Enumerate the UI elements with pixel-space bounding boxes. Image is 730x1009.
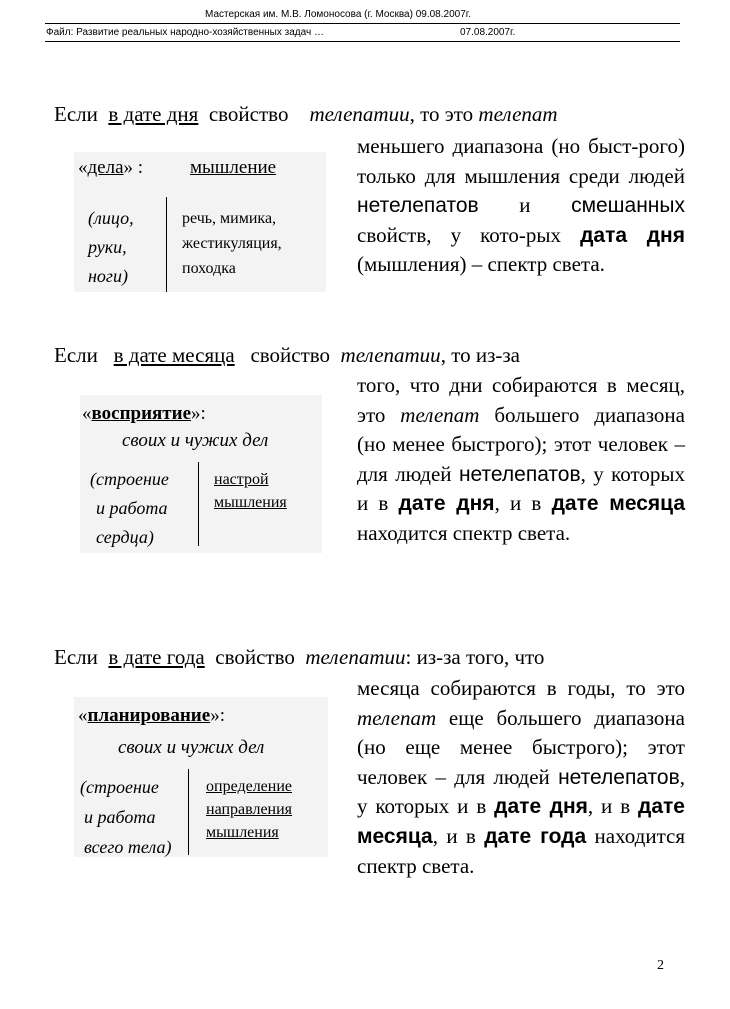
quote: »: — [210, 705, 225, 726]
diagram-right-list — [182, 206, 282, 281]
diagram-left-item: и работа — [96, 498, 168, 518]
diagram-left-item: руки, — [88, 237, 127, 257]
header-file-label: Файл: Развитие реальных народно-хозяйственных задач … — [46, 27, 324, 38]
diagram-right-item: настрой — [214, 471, 269, 488]
diagram-left-list — [88, 204, 134, 291]
body-keyword: нетелепатов — [357, 194, 479, 218]
diagram-right-item: мышления — [206, 824, 279, 841]
lead-word: свойство — [208, 102, 289, 126]
diagram-divider — [198, 462, 199, 546]
quote: « — [82, 403, 92, 424]
diagram-right-list — [206, 775, 292, 844]
colon: : — [133, 157, 144, 178]
diagram-title — [78, 157, 143, 179]
body-text: того, что дни собираются в месяц, это — [357, 373, 685, 427]
diagram-left-item: всего тела) — [84, 837, 172, 857]
page-number: 2 — [657, 958, 664, 973]
diagram-left-item: (строение — [80, 777, 159, 797]
body-keyword-bold: дате года — [484, 824, 587, 848]
diagram-title-word: дела — [87, 157, 124, 178]
section1-lead — [54, 102, 558, 127]
body-keyword: нетелепатов — [558, 765, 680, 789]
lead-word: свойство — [250, 343, 331, 367]
lead-date-term: в дате месяца — [113, 343, 235, 367]
body-text: месяца собираются в годы, то это — [357, 676, 685, 700]
section2-body — [357, 371, 685, 549]
lead-word: свойство — [215, 645, 295, 669]
body-text: , у которых и в — [357, 461, 686, 516]
body-text: (мышления) – спектр света. — [357, 252, 605, 277]
diagram-left-list — [90, 465, 169, 552]
diagram-left-item: сердца) — [96, 527, 154, 547]
diagram-left-item: и работа — [84, 807, 156, 827]
body-keyword-bold: дате дня — [398, 492, 495, 516]
diagram-title — [78, 705, 225, 727]
body-text: свойств, у кото-рых — [357, 222, 562, 247]
diagram-left-item: (лицо, — [88, 208, 134, 228]
diagram-subtitle: своих и чужих дел — [118, 737, 265, 758]
body-keyword: нетелепатов — [458, 462, 581, 486]
diagram-left-item: ноги) — [88, 266, 128, 286]
body-text: и — [519, 193, 531, 218]
header-file-date: 07.08.2007г. — [460, 27, 516, 38]
body-keyword-bold: дате месяца — [357, 795, 685, 848]
diagram-right-item: направления — [206, 801, 293, 818]
lead-date-term: в дате года — [108, 645, 205, 669]
section3-diagram — [74, 697, 328, 857]
body-text: находится спектр света. — [357, 520, 571, 545]
section2-lead — [54, 343, 520, 368]
lead-word: , то это — [409, 102, 474, 126]
body-keyword-bold: дата дня — [580, 223, 685, 247]
lead-telepathy-term: телепатии — [340, 343, 441, 367]
body-text: меньшего диапазона (но быст-рого) только для мышления среди людей — [357, 134, 685, 188]
body-keyword-bold: дате месяца — [551, 492, 686, 516]
body-text: , у которых и в — [357, 764, 685, 819]
section1-body — [357, 132, 685, 280]
lead-date-term: в дате дня — [108, 102, 199, 126]
section3-lead — [54, 645, 544, 670]
header-rule-top — [45, 23, 680, 24]
quote: « — [78, 157, 88, 178]
diagram-subtitle: своих и чужих дел — [122, 430, 269, 451]
diagram-right-item: мышления — [214, 494, 287, 511]
section1-diagram — [74, 152, 326, 292]
diagram-right-item: походка — [182, 260, 236, 277]
section2-diagram — [80, 395, 322, 553]
body-text: , и в — [587, 794, 631, 819]
body-keyword-bold: дате дня — [494, 795, 588, 819]
lead-word: , то из-за — [440, 343, 520, 367]
diagram-divider — [188, 769, 189, 855]
quote: »: — [191, 403, 206, 424]
body-text: находится спектр света. — [357, 823, 686, 878]
diagram-left-list — [80, 772, 171, 862]
quote: » — [123, 157, 134, 178]
body-text: , и в — [494, 491, 542, 516]
diagram-title-word: восприятие — [91, 403, 192, 424]
diagram-right-item: жестикуляция, — [182, 235, 282, 252]
diagram-title — [82, 403, 206, 425]
body-keyword: смешанных — [571, 194, 685, 218]
lead-word: : из-за того, что — [405, 645, 545, 669]
lead-telepathy-term: телепатии — [309, 102, 410, 126]
diagram-left-item: (строение — [90, 469, 169, 489]
section3-body — [357, 674, 685, 881]
lead-word: Если — [54, 343, 98, 367]
diagram-title-word: планирование — [87, 705, 211, 726]
diagram-right-item: определение — [206, 778, 293, 795]
body-telepath-term: телепат — [400, 402, 480, 427]
quote: « — [78, 705, 88, 726]
header-line1: Мастерская им. М.В. Ломоносова (г. Москва) 09.08.2007г. — [205, 9, 471, 20]
lead-word: Если — [54, 645, 98, 669]
lead-word: Если — [54, 102, 98, 126]
lead-telepathy-term: телепатии — [305, 645, 406, 669]
header-rule-bottom — [45, 41, 680, 42]
body-telepath-term: телепат — [357, 705, 437, 730]
diagram-right-item: речь, мимика, — [182, 210, 277, 227]
diagram-right-list — [214, 468, 287, 514]
diagram-divider — [166, 197, 167, 292]
body-text: , и в — [432, 823, 476, 848]
diagram-right-title: мышление — [190, 157, 277, 178]
lead-telepath-term: телепат — [478, 102, 558, 126]
body-text: большего диапазона (но менее быстрого); этот человек – для людей — [357, 402, 685, 486]
body-text: еще большего диапазона (но еще менее быстрого); этот человек – для людей — [357, 705, 685, 789]
